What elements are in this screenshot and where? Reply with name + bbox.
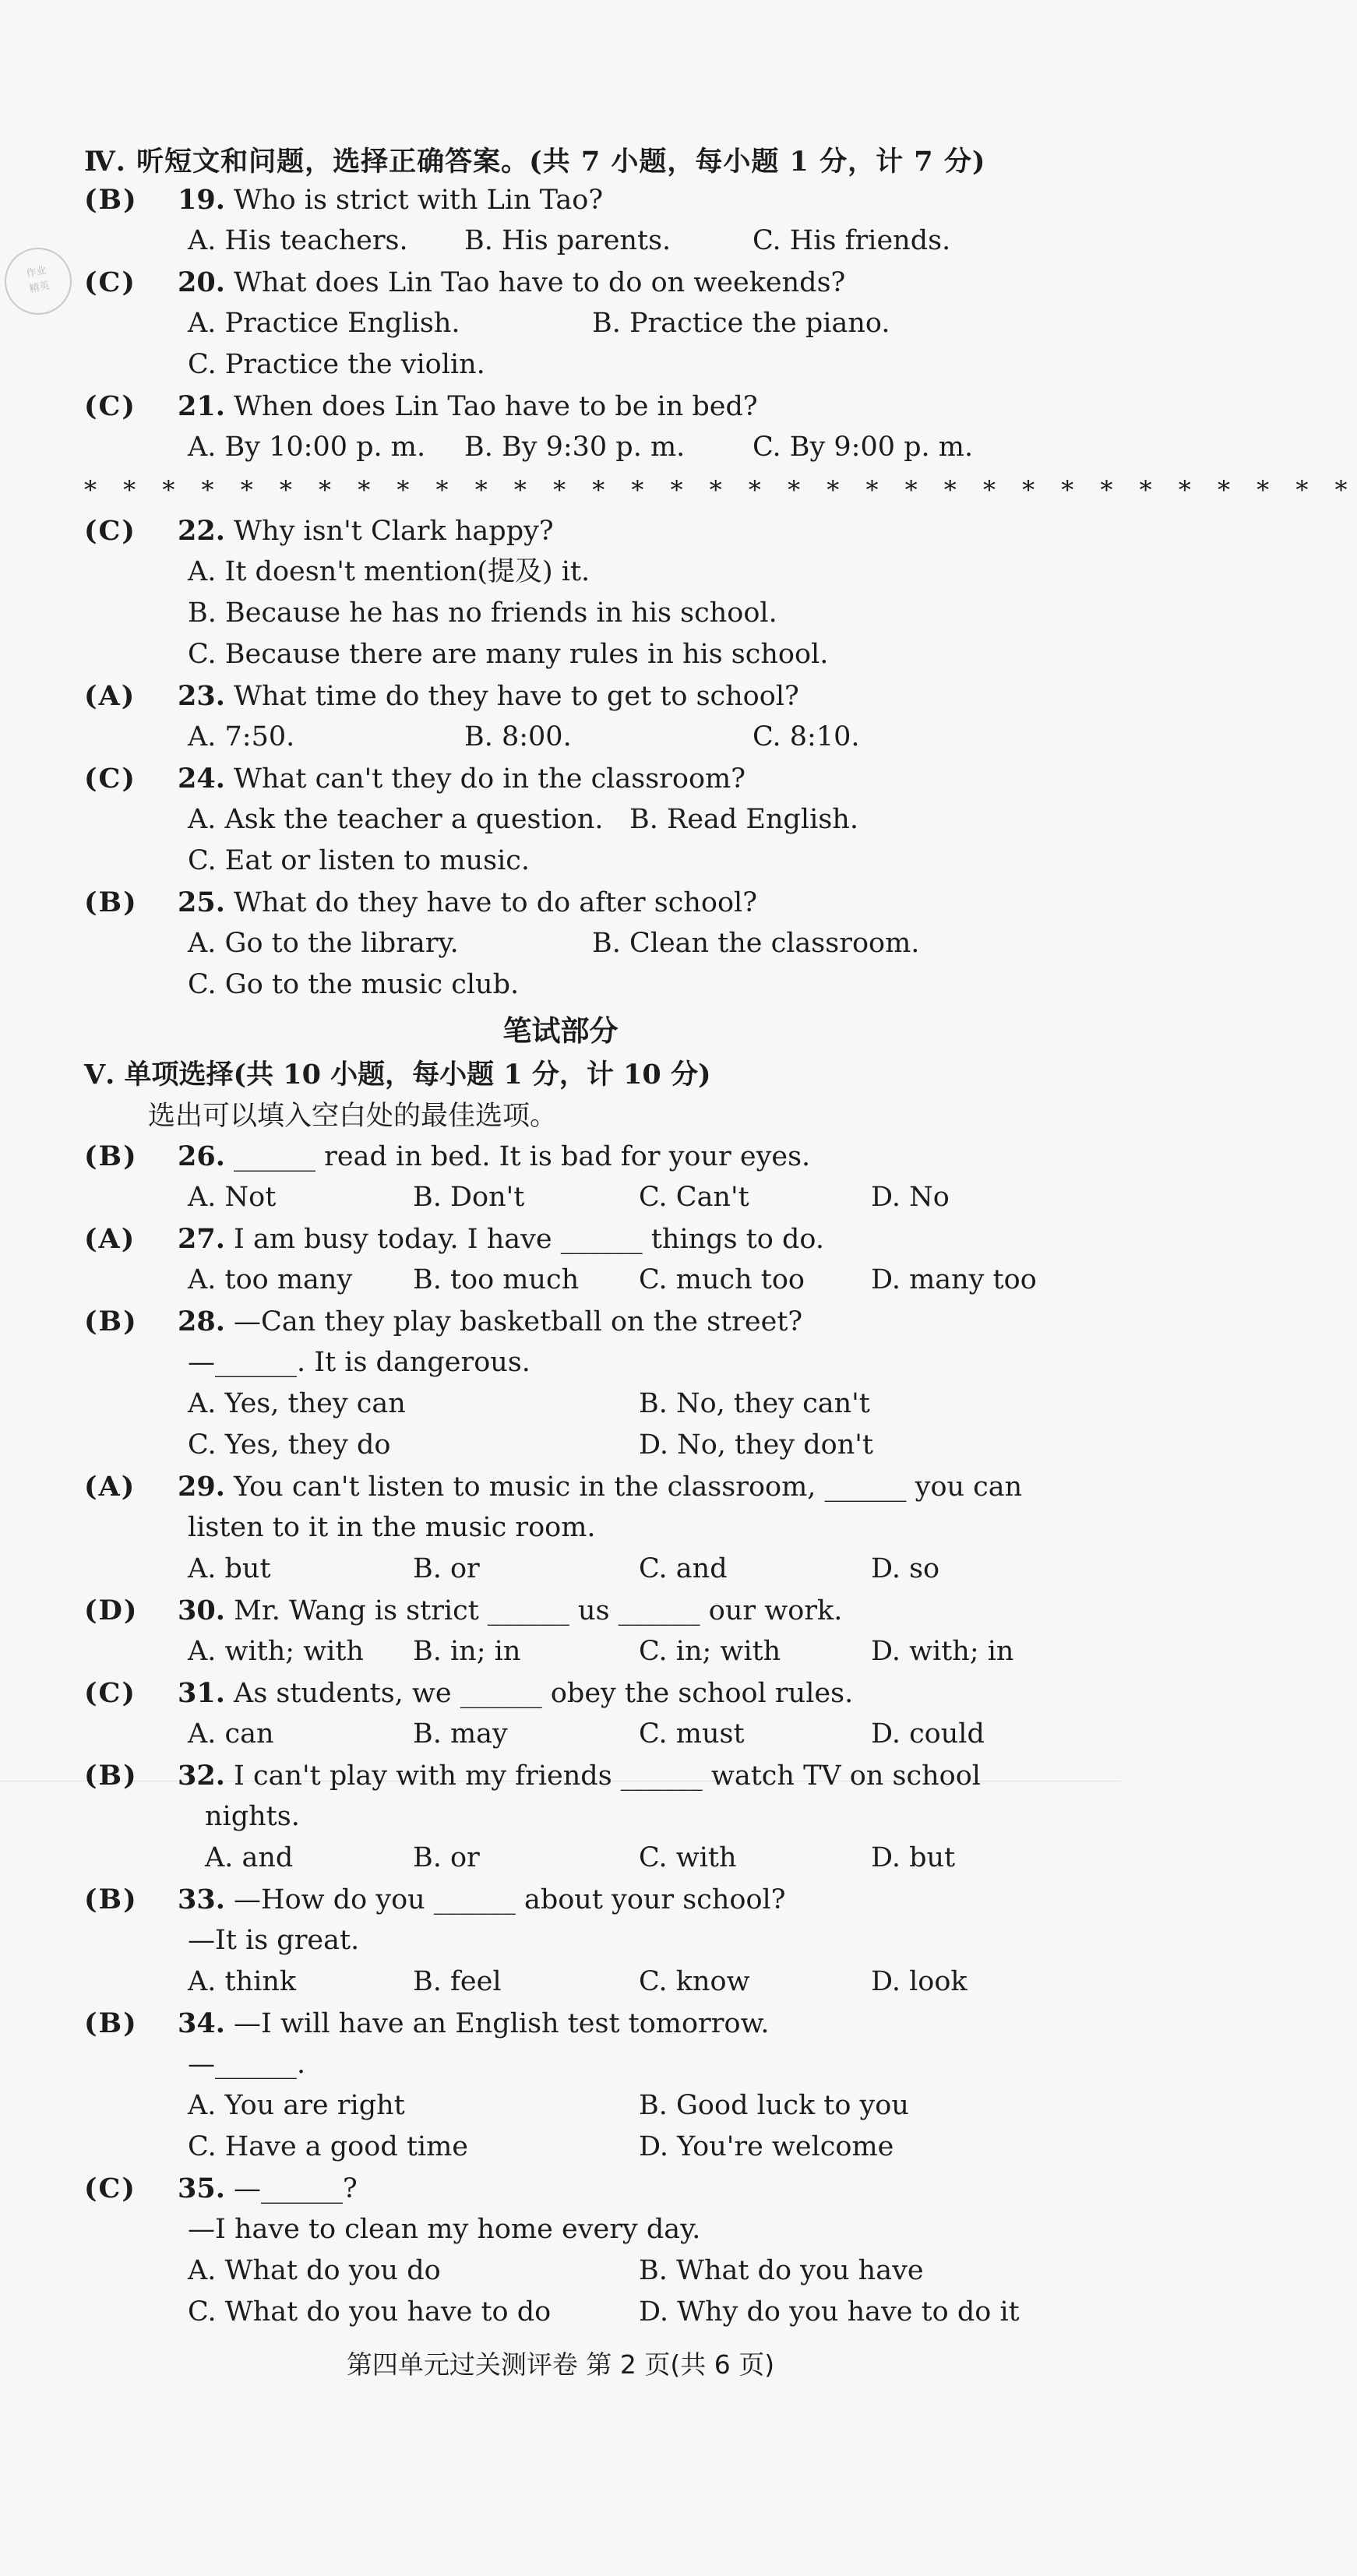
question-text: I can't play with my friends ______ watch TV on school (234, 1760, 981, 1792)
option-d: D. many too (871, 1264, 1037, 1295)
option-a: A. too many (188, 1264, 353, 1295)
question-20: (C) 20. What does Lin Tao have to do on weekends? A. Practice English. B. Practice the piano. C. Practice the violin. (84, 262, 1081, 386)
question-33: (B) 33. —How do you ______ about your school? —It is great. A. think B. feel C. know D. look (84, 1879, 1081, 2003)
answer-mark: (D) (84, 1595, 139, 1626)
option-b: B. By 9:30 p. m. (464, 432, 686, 463)
option-c: C. much too (639, 1264, 805, 1295)
question-text: Why isn't Clark happy? (234, 516, 554, 547)
section4-title: Ⅳ. 听短文和问题，选择正确答案。(共 7 小题，每小题 1 分，计 7 分) (84, 146, 986, 178)
option-b: B. Because he has no friends in his school. (188, 597, 777, 629)
option-d: D. could (871, 1718, 985, 1750)
answer-mark: (A) (84, 680, 136, 712)
option-c: C. with (639, 1842, 737, 1873)
question-27: (A) 27. I am busy today. I have ______ things to do. A. too many B. too much C. much too D. many too (84, 1218, 1081, 1301)
option-b: B. No, they can't (639, 1388, 870, 1419)
question-text: What time do they have to get to school? (234, 681, 799, 712)
separator-stars: * * * * * * * * * * * * * * * * * * * * * * * * * * * * * * * * * (84, 475, 1357, 505)
option-b: B. or (413, 1842, 480, 1873)
answer-mark: (B) (84, 886, 138, 918)
question-text-line2: —______. It is dangerous. (188, 1347, 530, 1378)
option-a: A. Ask the teacher a question. (188, 804, 604, 835)
question-text: ______ read in bed. It is bad for your eyes. (234, 1141, 811, 1172)
answer-mark: (B) (84, 184, 138, 216)
question-26: (B) 26. ______ read in bed. It is bad for your eyes. A. Not B. Don't C. Can't D. No (84, 1136, 1081, 1218)
question-19: (B) 19. Who is strict with Lin Tao? A. His teachers. B. His parents. C. His friends. (84, 179, 1081, 262)
option-a: A. His teachers. (188, 225, 408, 256)
stamp-logo: 作业 精英 (0, 241, 78, 321)
option-c: C. 8:10. (753, 721, 860, 752)
option-a: A. You are right (188, 2090, 405, 2121)
question-text: What do they have to do after school? (234, 887, 757, 918)
option-c: C. know (639, 1966, 750, 1997)
option-b: B. Good luck to you (639, 2090, 909, 2121)
answer-mark: (C) (84, 266, 136, 298)
question-text: —I will have an English test tomorrow. (234, 2008, 770, 2039)
option-b: B. Read English. (629, 804, 858, 835)
answer-mark: (B) (84, 1140, 138, 1172)
option-b: B. or (413, 1553, 480, 1584)
question-text: You can't listen to music in the classroom, ______ you can (234, 1471, 1023, 1503)
question-23: (A) 23. What time do they have to get to school? A. 7:50. B. 8:00. C. 8:10. (84, 675, 1081, 758)
answer-mark: (B) (84, 2007, 138, 2039)
option-b: B. 8:00. (464, 721, 572, 752)
option-c: C. must (639, 1718, 745, 1750)
question-30: (D) 30. Mr. Wang is strict ______ us ______ our work. A. with; with B. in; in C. in; with D. with; in (84, 1590, 1081, 1672)
answer-mark: (C) (84, 390, 136, 422)
option-b: B. Don't (413, 1182, 525, 1213)
option-b: B. What do you have (639, 2255, 924, 2286)
page-footer: 第四单元过关测评卷 第 2 页(共 6 页) (346, 2349, 775, 2380)
option-a: A. It doesn't mention(提及) it. (188, 556, 590, 587)
question-text: —Can they play basketball on the street? (234, 1306, 803, 1337)
option-c: C. Eat or listen to music. (188, 845, 530, 876)
written-part-title: 笔试部分 (502, 1014, 619, 1048)
option-c: C. What do you have to do (188, 2296, 552, 2328)
option-c: C. Can't (639, 1182, 749, 1213)
option-a: A. can (188, 1718, 274, 1750)
option-a: A. What do you do (188, 2255, 441, 2286)
question-text-line2: —It is great. (188, 1925, 360, 1956)
question-text: What does Lin Tao have to do on weekends? (234, 267, 846, 298)
option-d: D. look (871, 1966, 968, 1997)
option-a: A. and (205, 1842, 294, 1873)
question-34: (B) 34. —I will have an English test tomorrow. —______. A. You are right B. Good luck to you C. Have a good time D. You're welcome (84, 2003, 1081, 2168)
question-text: What can't they do in the classroom? (234, 763, 745, 795)
option-d: D. You're welcome (639, 2131, 894, 2162)
option-a: A. Not (188, 1182, 277, 1213)
question-text: Mr. Wang is strict ______ us ______ our work. (234, 1595, 843, 1626)
answer-mark: (A) (84, 1223, 136, 1255)
answer-mark: (B) (84, 1306, 138, 1337)
option-c: C. Because there are many rules in his school. (188, 639, 829, 670)
option-b: B. in; in (413, 1636, 521, 1667)
option-b: B. Clean the classroom. (592, 928, 920, 959)
option-d: D. so (871, 1553, 940, 1584)
question-24: (C) 24. What can't they do in the classroom? A. Ask the teacher a question. B. Read English. C. Eat or listen to music. (84, 758, 1081, 882)
option-a: A. Practice English. (188, 308, 460, 339)
option-a: A. By 10:00 p. m. (188, 432, 426, 463)
option-c: C. in; with (639, 1636, 781, 1667)
question-text: When does Lin Tao have to be in bed? (234, 391, 758, 422)
question-text: —______? (234, 2173, 358, 2204)
question-32: (B) 32. I can't play with my friends ______ watch TV on school nights. A. and B. or C. with D. but (84, 1755, 1081, 1879)
option-b: B. His parents. (464, 225, 671, 256)
option-a: A. but (188, 1553, 271, 1584)
answer-mark: (A) (84, 1471, 136, 1503)
question-28: (B) 28. —Can they play basketball on the street? —______. It is dangerous. A. Yes, they can B. No, they can't C. Yes, they do D. No, they don't (84, 1301, 1081, 1466)
question-text: I am busy today. I have ______ things to do. (234, 1224, 824, 1255)
option-d: D. with; in (871, 1636, 1014, 1667)
question-text-line2: —I have to clean my home every day. (188, 2214, 701, 2245)
option-a: A. Go to the library. (188, 928, 459, 959)
answer-mark: (C) (84, 763, 136, 795)
option-d: D. but (871, 1842, 956, 1873)
option-a: A. 7:50. (188, 721, 295, 752)
option-c: C. Go to the music club. (188, 969, 520, 1000)
section5-instructions: 选出可以填入空白处的最佳选项。 (148, 1101, 558, 1132)
question-text: Who is strict with Lin Tao? (234, 185, 604, 216)
answer-mark: (C) (84, 2173, 136, 2204)
option-c: C. and (639, 1553, 728, 1584)
option-d: D. No (871, 1182, 950, 1213)
question-text: As students, we ______ obey the school rules. (234, 1678, 854, 1709)
option-c: C. His friends. (753, 225, 951, 256)
answer-mark: (C) (84, 515, 136, 547)
question-22: (C) 22. Why isn't Clark happy? A. It doesn't mention(提及) it. B. Because he has no friends in his school. C. Because there are many rules in his school. (84, 510, 1081, 675)
option-d: D. Why do you have to do it (639, 2296, 1020, 2328)
answer-mark: (B) (84, 1884, 138, 1915)
question-35: (C) 35. —______? —I have to clean my home every day. A. What do you do B. What do you have C. What do you have to do D. Why do you have to do it (84, 2168, 1081, 2333)
question-text-line2: —______. (188, 2049, 306, 2080)
option-b: B. too much (413, 1264, 580, 1295)
question-text-line2: listen to it in the music room. (188, 1512, 596, 1543)
option-a: A. with; with (188, 1636, 364, 1667)
question-29: (A) 29. You can't listen to music in the classroom, ______ you can listen to it in the music room. A. but B. or C. and D. so (84, 1466, 1081, 1590)
answer-mark: (B) (84, 1760, 138, 1792)
option-b: B. Practice the piano. (592, 308, 890, 339)
option-c: C. Have a good time (188, 2131, 469, 2162)
answer-mark: (C) (84, 1677, 136, 1709)
option-c: C. Practice the violin. (188, 349, 485, 380)
option-d: D. No, they don't (639, 1429, 873, 1461)
question-text-line2: nights. (205, 1801, 300, 1832)
option-b: B. feel (413, 1966, 502, 1997)
option-b: B. may (413, 1718, 508, 1750)
option-a: A. Yes, they can (188, 1388, 406, 1419)
section5-title: Ⅴ. 单项选择(共 10 小题，每小题 1 分，计 10 分) (84, 1059, 711, 1091)
question-25: (B) 25. What do they have to do after school? A. Go to the library. B. Clean the classroom. C. Go to the music club. (84, 882, 1081, 1006)
option-c: C. Yes, they do (188, 1429, 391, 1461)
question-21: (C) 21. When does Lin Tao have to be in bed? A. By 10:00 p. m. B. By 9:30 p. m. C. By 9:00 p. m. (84, 386, 1081, 468)
option-a: A. think (188, 1966, 297, 1997)
option-c: C. By 9:00 p. m. (753, 432, 974, 463)
question-text: —How do you ______ about your school? (234, 1884, 786, 1915)
question-31: (C) 31. As students, we ______ obey the school rules. A. can B. may C. must D. could (84, 1672, 1081, 1755)
